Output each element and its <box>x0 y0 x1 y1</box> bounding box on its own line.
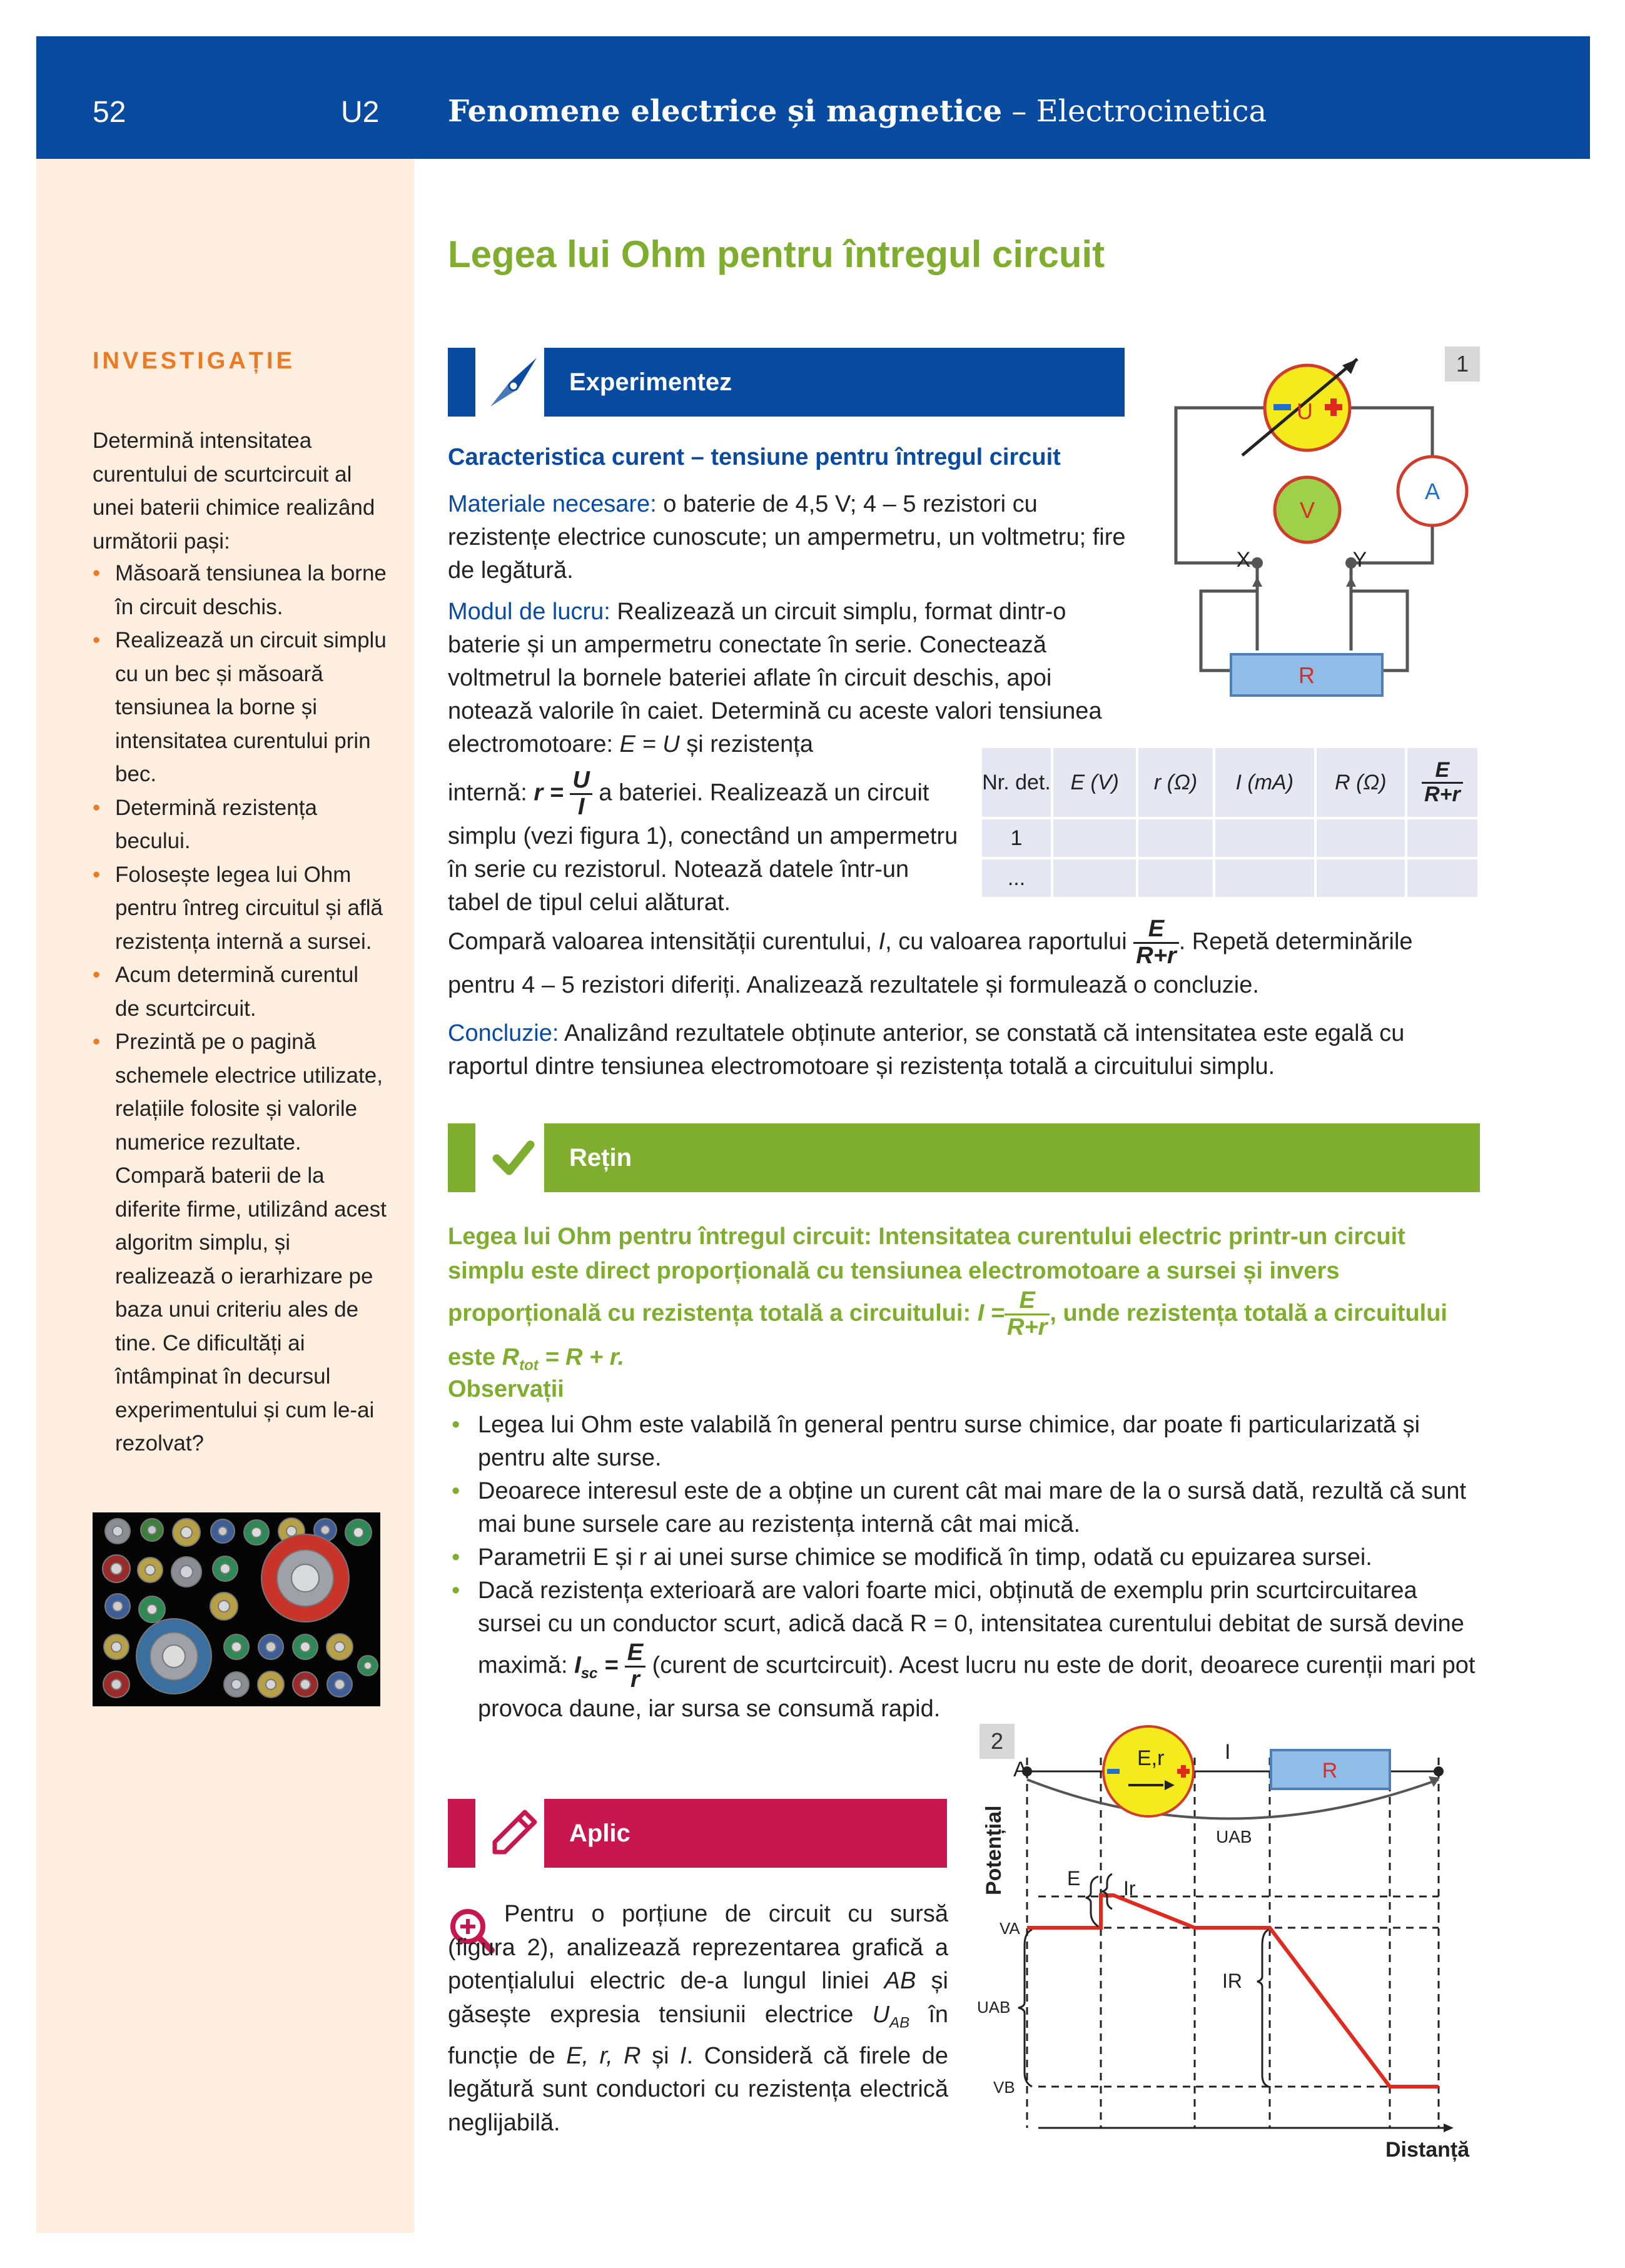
sidebar-heading: INVESTIGAȚIE <box>93 348 295 374</box>
law-text-2: , unde rezistența totală a circuitului este <box>448 1300 1447 1370</box>
source-label: E,r <box>1137 1746 1165 1770</box>
table-cell <box>1053 819 1136 857</box>
aplic-bar: Aplic <box>544 1799 947 1868</box>
mode-paragraph <box>448 595 1127 761</box>
observation-item: • Parametrii E și r ai unei surse chimice se modifică în timp, odată cu epuizarea sursei. <box>448 1541 1480 1574</box>
sidebar-step: • Folosește legea lui Ohm pentru întreg circuitul și află rezistența internă a sursei. <box>93 858 387 959</box>
internal-text: a bateriei. Realizează un circuit simplu (vezi figura 1), conectând un ampermetru în serie cu rezistorul. Notează datele într-un tabel de tipul celui alăturat. <box>448 779 958 916</box>
obs-last-text-1: Dacă rezistența exterioară are valori foarte mici, obținută de exemplu prin scurtcircuitarea sursei cu un conductor scurt, adică dacă R = 0, intensitatea curentului debitat de sursă devine maximă: <box>478 1577 1464 1679</box>
node-x-label: X <box>1236 548 1251 572</box>
compass-icon <box>479 348 548 417</box>
conclusion-label: Concluzie: <box>448 1020 559 1046</box>
table-cell <box>1138 819 1212 857</box>
table-header-frac <box>1422 759 1463 806</box>
table-cell: 1 <box>982 819 1051 857</box>
sidebar-step: • Măsoară tensiunea la borne în circuit deschis. <box>93 557 387 624</box>
table-header: I (mA) <box>1215 748 1314 817</box>
table-cell <box>1407 859 1477 897</box>
compare-text-3: . Repetă determinările pentru 4 – 5 rezistori diferiți. Analizează rezultatele și formulează o concluzie. <box>448 928 1413 998</box>
table-cell <box>1138 859 1212 897</box>
header-title-rest: – Electrocinetica <box>1002 94 1267 129</box>
figure2-potential-graph <box>976 1714 1489 2170</box>
compare-text-1: Compară valoarea intensității curentului, <box>448 928 879 955</box>
aplic-uab: U <box>872 2001 890 2028</box>
experiment-subtitle: Caracteristica curent – tensiune pentru întregul circuit <box>448 444 1061 470</box>
internal-label: internă: <box>448 779 534 806</box>
uab-axis-label: UAB <box>977 1998 1011 2017</box>
ratio-den: R+r <box>1136 942 1177 969</box>
voltmeter-label: V <box>1299 497 1315 523</box>
law-text-1: Legea lui Ohm pentru întregul circuit: Intensitatea curentului electric printr-un circuit simplu este direct proporțională cu tensiunea electromotoare a sursei și invers proporțională cu rezistența totală a circuitului: <box>448 1223 1405 1327</box>
table-row <box>982 859 1477 897</box>
aplic-text-1: Pentru o porțiune de circuit cu sursă (figura 2), analizează reprezentarea grafică a potențialului electric de-a lungul liniei <box>448 1901 948 1994</box>
aplic-uab-sub: AB <box>889 2014 910 2032</box>
node-x-dot <box>1252 557 1263 569</box>
page-number: 52 <box>93 96 126 129</box>
table-cell <box>1317 819 1405 857</box>
batteries-illustration <box>93 1512 380 1706</box>
table-frac-den: R+r <box>1424 782 1460 806</box>
aplic-vars: E, r, R <box>566 2042 641 2069</box>
retin-bar: Rețin <box>544 1123 1480 1192</box>
table-cell <box>1407 819 1477 857</box>
isc-eq: = <box>597 1652 619 1679</box>
observation-item: • Legea lui Ohm este valabilă în general pentru surse chimice, dar poate fi particularizată și pentru alte surse. <box>448 1409 1480 1475</box>
header-title <box>448 94 1267 129</box>
sidebar-intro: Determină intensitatea curentului de scurtcircuit al unei baterii chimice realizând următorii pași: <box>93 428 375 554</box>
IR-label: IR <box>1222 1970 1242 1992</box>
internal-resistance-paragraph <box>448 768 961 919</box>
retin-accent <box>448 1123 475 1192</box>
mode-text-2: și rezistența <box>679 731 813 757</box>
resistor-label: R <box>1298 662 1315 688</box>
aplic-text-5: . Consideră că firele de legătură sunt conductori cu rezistența electrică neglijabilă. <box>448 2042 949 2136</box>
table-cell <box>1053 859 1136 897</box>
ratio-num: E <box>1133 917 1178 944</box>
mode-label: Modul de lucru: <box>448 599 610 625</box>
vb-label: VB <box>993 2078 1015 2097</box>
law-eq-lhs: I = <box>977 1300 1005 1327</box>
y-axis-label: Potențial <box>982 1805 1006 1895</box>
figure1-tag: 1 <box>1445 347 1480 382</box>
header-title-bold: Fenomene electrice și magnetice <box>448 94 1003 129</box>
sidebar-steps <box>93 557 387 1461</box>
isc-sub: sc <box>580 1665 598 1683</box>
va-label: VA <box>1000 1919 1020 1938</box>
sidebar-step: • Determină rezistența becului. <box>93 791 387 858</box>
experimentez-accent <box>448 348 475 417</box>
unit-code: U2 <box>341 96 380 129</box>
x-axis-label: Distanță <box>1385 2138 1470 2162</box>
ohm-law-statement <box>448 1220 1480 1382</box>
isc-lhs: I <box>574 1652 581 1679</box>
law-den: R+r <box>1007 1314 1048 1340</box>
r-frac-den: I <box>577 793 585 820</box>
law-fraction <box>1005 1288 1050 1340</box>
aplic-text-2: și găsește expresia tensiunii electrice <box>448 1968 948 2028</box>
resistor-label-2: R <box>1322 1759 1338 1783</box>
point-a-label: A <box>1013 1758 1028 1781</box>
observation-item <box>448 1574 1480 1726</box>
ir-label: Ir <box>1123 1877 1136 1900</box>
ratio-fraction <box>1133 917 1178 969</box>
figure1-circuit <box>1157 350 1482 701</box>
experimentez-bar: Experimentez <box>544 348 1125 417</box>
node-y-label: Y <box>1352 548 1367 572</box>
aplic-var-i: I <box>680 2042 687 2069</box>
compare-i: I <box>878 928 886 955</box>
batteries-photo <box>93 1512 380 1706</box>
observations-list <box>448 1409 1480 1726</box>
aplic-paragraph <box>448 1898 948 2140</box>
law-rtot-eq: = R + r. <box>538 1344 625 1370</box>
aplic-accent <box>448 1799 475 1868</box>
voltmeter-big-label: U <box>1297 398 1313 424</box>
figure2-tag: 2 <box>980 1724 1015 1759</box>
data-table <box>980 746 1480 899</box>
r-fraction <box>570 768 592 820</box>
aplic-text-4: și <box>640 2042 681 2069</box>
table-cell <box>1215 819 1314 857</box>
obs-last-text-2: (curent de scurtcircuit). Acest lucru nu este de dorit, deoarece curenții mari pot provoca daune, iar sursa se consumă rapid. <box>478 1652 1476 1722</box>
table-header: r (Ω) <box>1138 748 1212 817</box>
table-cell <box>1317 859 1405 897</box>
sidebar-step: • Acum determină curentul de scurtcircuit. <box>93 958 387 1025</box>
observations-heading: Observații <box>448 1376 564 1402</box>
checkmark-icon <box>479 1123 548 1192</box>
observation-item: • Deoarece interesul este de a obține un curent cât mai mare de la o sursă dată, rezultă că sunt mai bune sursele care au rezistența internă cât mai mică. <box>448 1475 1480 1541</box>
table-header-row <box>982 748 1477 817</box>
r-eq-lhs: r = <box>534 779 564 806</box>
aplic-text-3: în funcție de <box>448 2001 949 2069</box>
materials-text: o baterie de 4,5 V; 4 – 5 rezistori cu rezistențe electrice cunoscute; un ampermetru, un voltmetru; fire de legătură. <box>448 491 1126 584</box>
main-title: Legea lui Ohm pentru întregul circuit <box>448 233 1105 275</box>
pencil-icon <box>479 1799 548 1868</box>
compare-paragraph <box>448 917 1480 1002</box>
materials-label: Materiale necesare: <box>448 491 657 517</box>
conclusion-paragraph <box>448 1017 1480 1083</box>
ammeter-label: A <box>1424 478 1440 504</box>
sidebar-step: • Prezintă pe o pagină schemele electrice utilizate, relațiile folosite și valorile numerice rezultate. Compară baterii de la diferite firme, utilizând acest algoritm simplu, și realizează o ierarhizare pe baza unui criteriu ales de tine. Ce dificultăți ai întâmpinat în decursul experimentului și cum le-ai rezolvat? <box>93 1025 387 1461</box>
materials-paragraph <box>448 488 1127 587</box>
uab-curve-label: UAB <box>1216 1827 1252 1846</box>
law-rtot-sub: tot <box>519 1357 539 1374</box>
mode-text: Realizează un circuit simplu, format dintr-o baterie și un ampermetru conectate în serie. Conectează voltmetrul la bornele bateriei aflate în circuit deschis, apoi notează valorile în caiet. Determină cu aceste valori tensiunea electromotoare: <box>448 599 1102 757</box>
isc-num: E <box>625 1641 645 1668</box>
compare-text-2: , cu valoarea raportului <box>885 928 1134 955</box>
aplic-ab: AB <box>884 1968 916 1994</box>
isc-fraction <box>625 1641 645 1693</box>
table-frac-num: E <box>1422 759 1463 784</box>
conclusion-text: Analizând rezultatele obținute anterior, se constată că intensitatea este egală cu raportul dintre tensiunea electromotoare și rezistența totală a circuitului simplu. <box>448 1020 1405 1080</box>
emf-equation: E = U <box>619 731 680 757</box>
law-rtot: R <box>502 1344 520 1370</box>
sidebar-step: • Realizează un circuit simplu cu un bec și măsoară tensiunea la borne și intensitatea curentului prin bec. <box>93 624 387 791</box>
table-header: Nr. det. <box>982 748 1051 817</box>
table-row <box>982 819 1477 857</box>
table-cell <box>1215 859 1314 897</box>
law-num: E <box>1005 1288 1050 1315</box>
isc-den: r <box>630 1666 640 1693</box>
table-header: E (V) <box>1053 748 1136 817</box>
current-label: I <box>1225 1740 1231 1764</box>
table-header: R (Ω) <box>1317 748 1405 817</box>
table-header-fraction <box>1407 748 1477 817</box>
r-frac-num: U <box>570 768 592 795</box>
table-cell: ... <box>982 859 1051 897</box>
e-label: E <box>1067 1867 1081 1890</box>
